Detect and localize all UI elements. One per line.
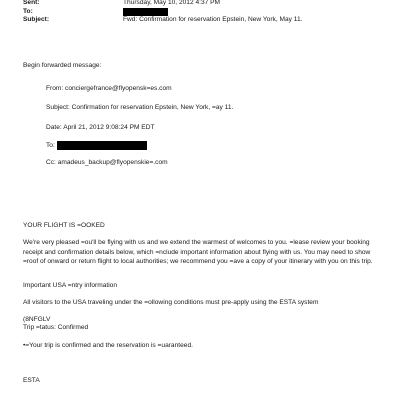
forward-date: Date: April 21, 2012 9:08:24 PM EDT bbox=[46, 124, 155, 131]
welcome-paragraph: We're very pleased =ou'll be flying with us and we extend the warmest of welcomes to you. =lease review your booking receipt and confirmation details below, which =nclude important information about flying with us. You may need to show =roof of onward or return flight to local authorities; we recommend you =ave a copy of your itinerary with you on this trip. bbox=[23, 239, 373, 266]
booked-heading: YOUR FLIGHT IS =OOKED bbox=[23, 222, 105, 229]
entry-info-heading: Important USA =ntry information bbox=[23, 282, 118, 289]
forward-intro: Begin forwarded message: bbox=[23, 62, 102, 69]
redaction-box bbox=[123, 8, 168, 16]
esta-notice: All visitors to the USA traveling under the =ollowing conditions must pre-apply using the ESTA system bbox=[23, 299, 319, 306]
forward-cc: Cc: amadeus_backup@flyopenskie=.com bbox=[46, 159, 168, 166]
confirmation-line: •=Your trip is confirmed and the reservation is =uaranteed. bbox=[23, 342, 193, 349]
forward-subject: Subject: Confirmation for reservation Epstein, New York, =ay 11. bbox=[46, 104, 234, 111]
to-label: To: bbox=[23, 8, 33, 15]
forward-to-label: To: bbox=[46, 142, 55, 149]
subject-value: Fwd: Confirmation for reservation Epstein, New York, May 11. bbox=[123, 16, 303, 23]
sent-label: Sent: bbox=[23, 0, 40, 6]
booking-code: (8NFGLV bbox=[23, 316, 51, 323]
esta-heading: ESTA bbox=[23, 377, 40, 384]
trip-status: Trip =tatus: Confirmed bbox=[23, 324, 89, 331]
sent-value: Thursday, May 10, 2012 4:37 PM bbox=[123, 0, 221, 6]
subject-label: Subject: bbox=[23, 16, 50, 23]
redaction-box bbox=[57, 141, 147, 150]
forward-from: From: conciergefrance@flyopensk=es.com bbox=[46, 85, 172, 92]
